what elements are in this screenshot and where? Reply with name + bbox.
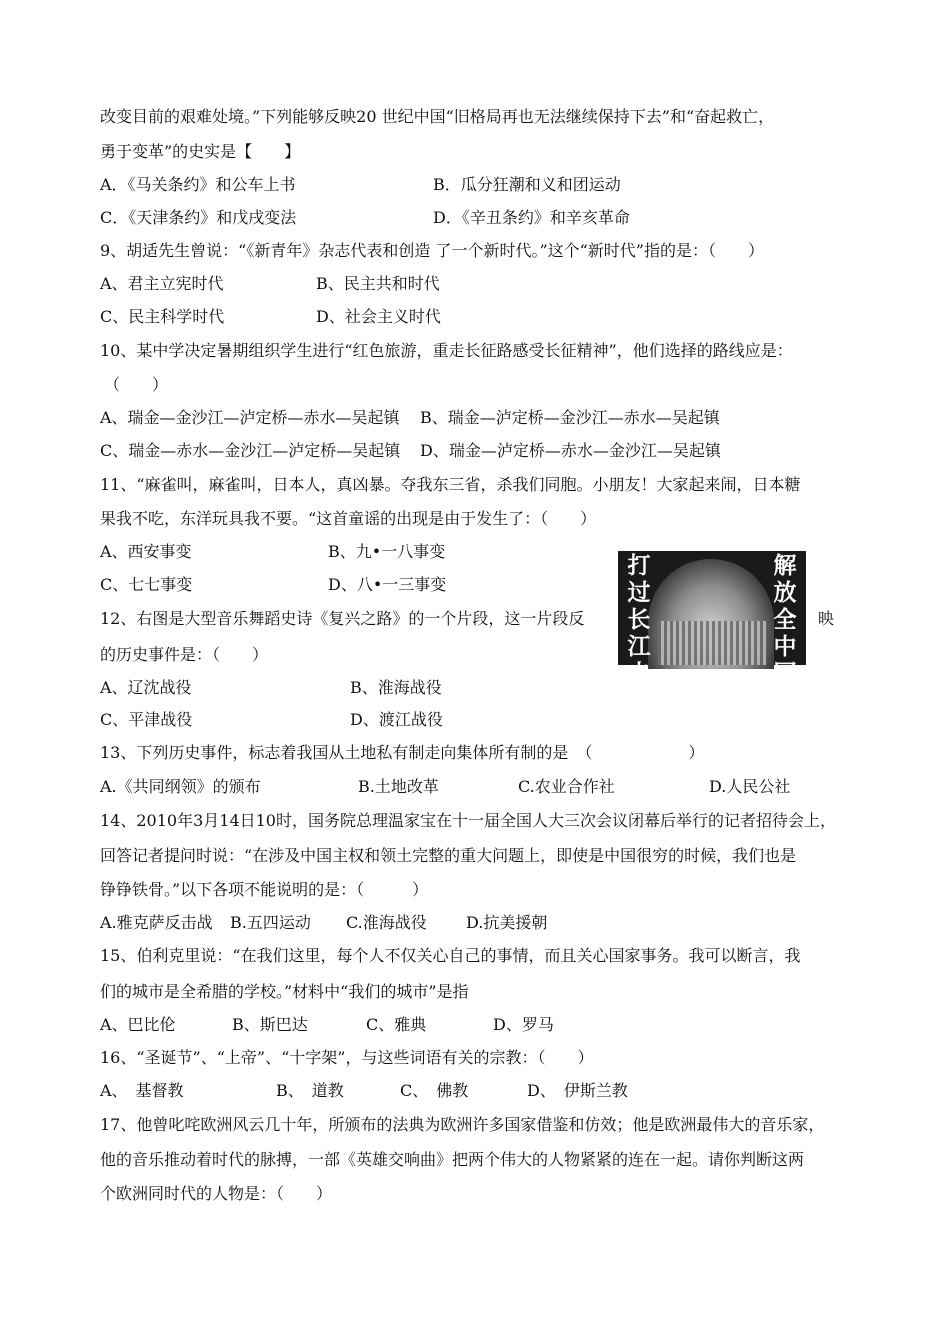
q8-stem-line-2: 勇于变革”的史实是【 】	[100, 142, 301, 161]
q9-option-d: D、社会主义时代	[316, 307, 441, 326]
q17-stem-line-1: 17、他曾叱咤欧洲风云几十年，所颁布的法典为欧洲许多国家借鉴和仿效；他是欧洲最伟大的音乐家，	[100, 1115, 825, 1134]
q14-stem-line-1: 14、2010年3月14日10时，国务院总理温家宝在十一届全国人大三次会议闭幕后举行的记者招待会上，	[100, 811, 836, 830]
q9-option-a: A、君主立宪时代	[100, 274, 224, 293]
q16-option-c: C、 佛教	[400, 1081, 469, 1100]
q14-option-d: D.抗美援朝	[466, 913, 548, 932]
q15-option-d: D、罗马	[493, 1015, 554, 1034]
q10-answer-paren: （ ）	[104, 375, 169, 394]
q12-option-c: C、平津战役	[100, 710, 193, 729]
q11-option-d: D、八•一三事变	[328, 575, 447, 594]
q12-option-d: D、渡江战役	[350, 710, 443, 729]
q9-stem: 9、胡适先生曾说：“《新青年》杂志代表和创造 了一个新时代。”这个“新时代”指的是：（ ）	[100, 241, 764, 260]
q12-option-a: A、辽沈战役	[100, 678, 192, 697]
q16-option-d: D、 伊斯兰教	[527, 1081, 628, 1100]
q15-option-c: C、雅典	[366, 1015, 427, 1034]
figure-slogan-left: 打过长江去	[627, 553, 651, 687]
q14-stem-line-2: 回答记者提问时说：“在涉及中国主权和领土完整的重大问题上，即使是中国很穷的时候，我们也是	[100, 846, 797, 865]
q15-option-a: A、巴比伦	[100, 1015, 176, 1034]
q11-stem-line-2: 果我不吃，东洋玩具我不要。“这首童谣的出现是由于发生了：（ ）	[100, 509, 597, 528]
q15-stem-line-1: 15、伯利克里说：“在我们这里，每个人不仅关心自己的事情，而且关心国家事务。我可以断言，我	[100, 946, 801, 965]
q14-option-a: A.雅克萨反击战	[100, 913, 213, 932]
q15-option-b: B、斯巴达	[232, 1015, 308, 1034]
figure-slogan-right: 解放全中国	[773, 553, 797, 687]
q8-option-b: B．瓜分狂潮和义和团运动	[433, 175, 621, 194]
q8-option-d: D．《辛丑条约》和辛亥革命	[433, 208, 630, 227]
q11-option-c: C、七七事变	[100, 575, 193, 594]
q8-option-a: A．《马关条约》和公车上书	[100, 175, 296, 194]
q16-stem: 16、“圣诞节”、“上帝”、“十字架”，与这些词语有关的宗教：（ ）	[100, 1048, 594, 1067]
q14-option-c: C.淮海战役	[346, 913, 427, 932]
q14-option-b: B.五四运动	[230, 913, 311, 932]
q17-stem-line-3: 个欧洲同时代的人物是：（ ）	[100, 1184, 333, 1203]
q8-stem-line-1: 改变目前的艰难处境。”下列能够反映20 世纪中国“旧格局再也无法继续保持下去”和“奋起救亡，	[100, 107, 775, 126]
q12-stem-line-1: 12、右图是大型音乐舞蹈史诗《复兴之路》的一个片段，这一片段反	[100, 609, 585, 628]
q13-option-b: B.土地改革	[358, 777, 439, 796]
revival-road-performance-image	[618, 551, 806, 687]
q14-stem-line-3: 铮铮铁骨。”以下各项不能说明的是：（ ）	[100, 880, 429, 899]
q13-stem: 13、下列历史事件，标志着我国从土地私有制走向集体所有制的是 （ ）	[100, 743, 705, 762]
q10-option-b: B、瑞金—泸定桥—金沙江—赤水—吴起镇	[420, 408, 720, 427]
q10-option-c: C、瑞金—赤水—金沙江—泸定桥—吴起镇	[100, 441, 401, 460]
q15-stem-line-2: 们的城市是全希腊的学校。”材料中“我们的城市”是指	[100, 982, 469, 1001]
q11-stem-line-1: 11、“麻雀叫，麻雀叫，日本人，真凶暴。夺我东三省，杀我们同胞。小朋友！大家起来闹，日本糖	[100, 475, 801, 494]
q12-stem-line-2: 的历史事件是：（ ）	[100, 645, 269, 664]
q13-option-c: C.农业合作社	[518, 777, 615, 796]
q17-stem-line-2: 他的音乐推动着时代的脉搏，一部《英雄交响曲》把两个伟大的人物紧紧的连在一起。请你判断这两	[100, 1150, 805, 1169]
q16-option-b: B、 道教	[276, 1081, 344, 1100]
q10-stem: 10、某中学决定暑期组织学生进行“红色旅游，重走长征路感受长征精神”，他们选择的路线应是：	[100, 341, 793, 360]
q12-option-b: B、淮海战役	[350, 678, 442, 697]
q11-option-b: B、九•一八事变	[328, 542, 446, 561]
q13-option-a: A.《共同纲领》的颁布	[100, 777, 261, 796]
q8-option-c: C．《天津条约》和戊戌变法	[100, 208, 297, 227]
q12-stem-line-1-end: 映	[818, 609, 835, 628]
q10-option-a: A、瑞金—金沙江—泸定桥—赤水—吴起镇	[100, 408, 400, 427]
q11-option-a: A、西安事变	[100, 542, 192, 561]
q16-option-a: A、 基督教	[100, 1081, 184, 1100]
stage-crowd	[658, 621, 766, 665]
q13-option-d: D.人民公社	[709, 777, 791, 796]
q9-option-b: B、民主共和时代	[316, 274, 440, 293]
q9-option-c: C、民主科学时代	[100, 307, 225, 326]
q10-option-d: D、瑞金—泸定桥—赤水—金沙江—吴起镇	[420, 441, 721, 460]
